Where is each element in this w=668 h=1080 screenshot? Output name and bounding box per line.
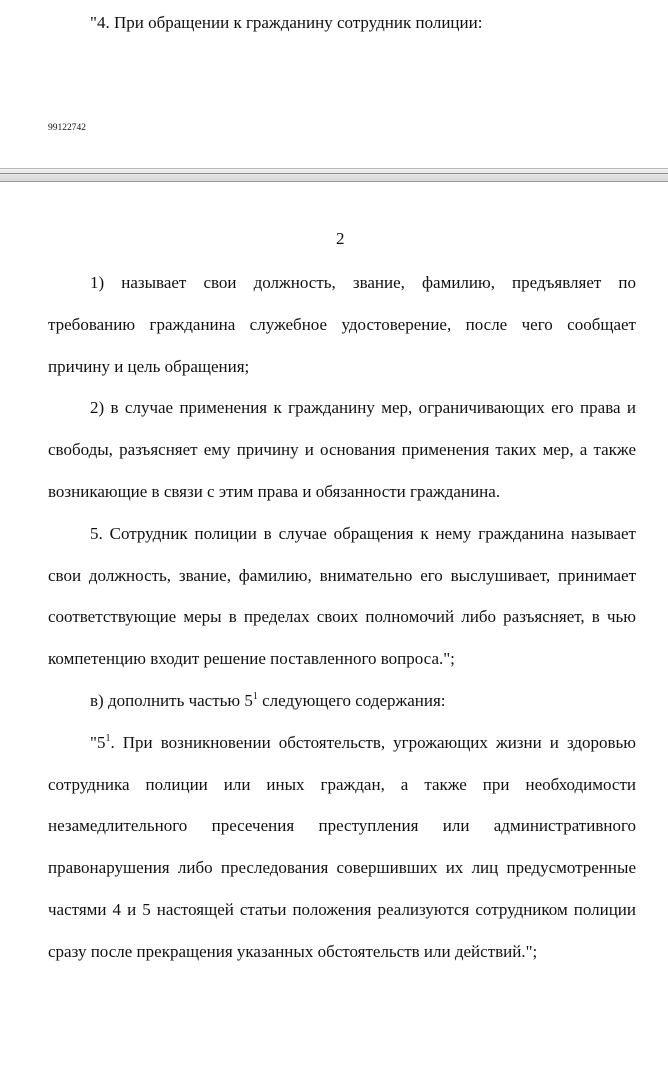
paragraph-item-1: 1) называет свои должность, звание, фамилию, предъявляет по требованию гражданина служебное удостоверение, после чего сообщает причину и цель обращения; bbox=[48, 273, 636, 376]
amendment-intro-superscript: 1 bbox=[252, 690, 258, 702]
paragraph-clause-5-1 bbox=[48, 722, 636, 973]
amendment-intro-suffix: следующего содержания: bbox=[257, 690, 446, 710]
clause-5-1-superscript: 1 bbox=[105, 732, 111, 744]
amendment-intro-prefix: в) дополнить частью 5 bbox=[90, 690, 253, 710]
paragraph-clause-5: 5. Сотрудник полиции в случае обращения к нему гражданина называет свои должность, звание, фамилию, внимательно его выслушивает, принимает соответствующие меры в пределах своих полномочий либо разъясняет, в чью компетенцию входит решение поставленного вопроса."; bbox=[48, 523, 636, 669]
previous-page-line: "4. При обращении к гражданину сотрудник полиции: bbox=[90, 13, 483, 32]
paragraph-item-2: 2) в случае применения к гражданину мер, ограничивающих его права и свободы, разъясняет ему причину и основания применения таких мер, а также возникающие в связи с этим права и обязанности гражданина. bbox=[48, 398, 636, 501]
clause-5-1-text: . При возникновении обстоятельств, угрожающих жизни и здоровью сотрудника полиции или иных граждан, а также при необходимости незамедлительного пресечения преступления или административного правонарушения либо преследования совершивших их лиц предусмотренные частями 4 и 5 настоящей статьи положения реализуются сотрудником полиции сразу после прекращения указанных обстоятельств или действий."; bbox=[48, 732, 636, 961]
document-code: 99122742 bbox=[48, 123, 86, 133]
clause-5-1-prefix: "5 bbox=[90, 732, 106, 752]
paragraph-amendment-intro bbox=[48, 680, 636, 722]
page-separator bbox=[0, 168, 668, 182]
previous-page-fragment bbox=[0, 0, 668, 170]
page-number: 2 bbox=[336, 229, 345, 248]
document-body bbox=[48, 262, 636, 973]
